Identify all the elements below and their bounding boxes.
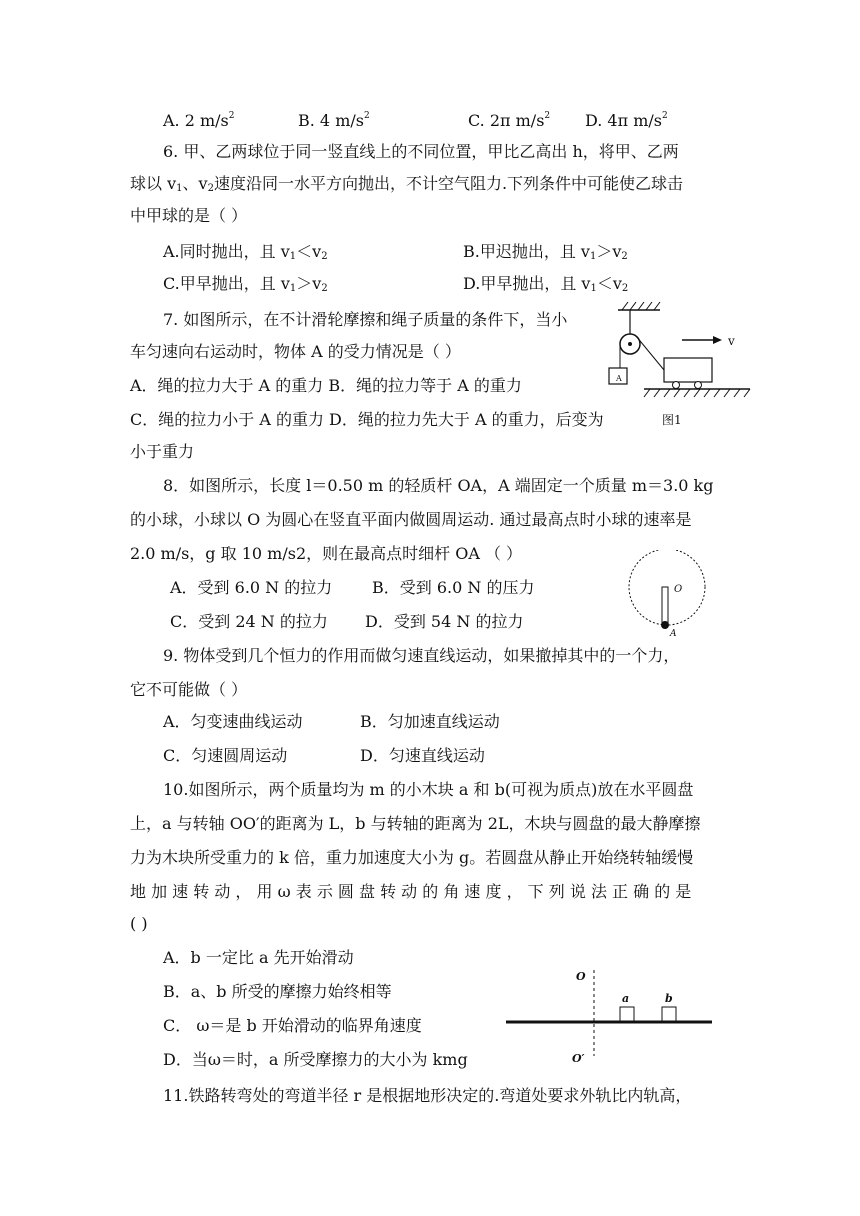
q10-stem-line-2: 上，a 与转轴 OO′的距离为 L，b 与转轴的距离为 2L，木块与圆盘的最大静摩擦 [130, 814, 701, 833]
q10-stem-line-5: ( ) [130, 914, 148, 933]
q8-ball-label: A [670, 629, 677, 639]
q7-option-d-cont: 小于重力 [130, 442, 195, 461]
q10-block-b-label: b [665, 992, 673, 1005]
q8-stem-line-1: 8．如图所示，长度 l＝0.50 m 的轻质杆 OA，A 端固定一个质量 m＝3.0 kg [163, 476, 714, 495]
q9-option-d: D．匀速直线运动 [360, 746, 485, 765]
q9-stem-line-2: 它不可能做（ ） [130, 680, 248, 699]
q9-option-b: B．匀加速直线运动 [360, 712, 500, 731]
q9-stem-line-1: 9. 物体受到几个恒力的作用而做匀速直线运动，如果撤掉其中的一个力， [163, 646, 680, 665]
q9-option-a: A．匀变速曲线运动 [163, 712, 303, 731]
q6-stem-line-1: 6. 甲、乙两球位于同一竖直线上的不同位置，甲比乙高出 h，将甲、乙两 [163, 142, 679, 161]
q6-option-c: C.甲早抛出，且 $v_1>v_2$ [163, 274, 328, 294]
q7-stem-line-1: 7. 如图所示，在不计滑轮摩擦和绳子质量的条件下，当小 [163, 310, 568, 329]
q10-stem-line-4: 地 加 速 转 动 ， 用 ω 表 示 圆 盘 转 动 的 角 速 度 ， 下 列 说 法 正 确 的 是 [130, 882, 692, 901]
q7-option-line-ab: A．绳的拉力大于 A 的重力 B．绳的拉力等于 A 的重力 [130, 376, 522, 395]
q8-circle-figure [624, 550, 714, 640]
q10-turntable-figure [500, 962, 720, 1066]
q6-stem-line-2: 球以 $v_1$、$v_2$速度沿同一水平方向抛出，不计空气阻力.下列条件中可能使乙球击 [130, 174, 684, 194]
q6-option-b: B.甲迟抛出，且 $v_1>v_2$ [463, 242, 628, 262]
q9-option-c: C．匀速圆周运动 [163, 746, 288, 765]
q10-option-a: A．b 一定比 a 先开始滑动 [163, 948, 354, 967]
q10-block-a-label: a [622, 992, 630, 1005]
q7-pulley-figure [600, 300, 760, 430]
q8-stem-line-2: 的小球，小球以 O 为圆心在竖直平面内做圆周运动. 通过最高点时小球的速率是 [130, 510, 692, 529]
q8-option-d: D．受到 54 N 的拉力 [365, 612, 524, 631]
q10-option-c: C． ω＝是 b 开始滑动的临界角速度 [163, 1016, 422, 1035]
q10-axis-top-label: O [576, 970, 586, 983]
q6-option-a: A.同时抛出，且 $v_1<v_2$ [163, 242, 328, 262]
q10-option-b: B．a、b 所受的摩擦力始终相等 [163, 982, 392, 1001]
q8-option-a: A．受到 6.0 N 的拉力 [170, 578, 333, 597]
q8-center-label: O [674, 584, 683, 595]
q5-option-a: A. 2 $m/s^2$ [163, 111, 235, 130]
q6-option-d: D.甲早抛出，且 $v_1<v_2$ [463, 274, 629, 294]
q5-option-b: B. 4 $m/s^2$ [298, 111, 370, 130]
q7-stem-line-2: 车匀速向右运动时，物体 A 的受力情况是（ ） [130, 342, 461, 361]
q8-option-c: C．受到 24 N 的拉力 [170, 612, 328, 631]
q7-figure-caption: 图1 [662, 413, 682, 427]
q8-stem-line-3: 2.0 m/s，g 取 10 m/s2，则在最高点时细杆 OA （ ） [130, 544, 523, 563]
q10-stem-line-3: 力为木块所受重力的 k 倍，重力加速度大小为 g。若圆盘从静止开始绕转轴缓慢 [130, 848, 694, 867]
q5-option-c: C. 2π $m/s^2$ [468, 111, 551, 130]
q10-option-d: D．当ω＝时，a 所受摩擦力的大小为 kmg [163, 1050, 468, 1069]
q5-option-d: D. 4π $m/s^2$ [585, 111, 668, 130]
q7-block-label: A [616, 374, 622, 383]
q6-stem-line-3: 中甲球的是（ ） [130, 206, 248, 225]
q7-velocity-label: v [728, 334, 735, 348]
q11-stem-line-1: 11.铁路转弯处的弯道半径 r 是根据地形决定的.弯道处要求外轨比内轨高， [163, 1086, 692, 1105]
q8-option-b: B．受到 6.0 N 的压力 [372, 578, 535, 597]
q10-axis-bottom-label: O′ [572, 1052, 585, 1065]
q7-option-line-cd: C．绳的拉力小于 A 的重力 D．绳的拉力先大于 A 的重力，后变为 [130, 410, 604, 429]
q10-stem-line-1: 10.如图所示，两个质量均为 m 的小木块 a 和 b(可视为质点)放在水平圆盘 [163, 780, 694, 799]
